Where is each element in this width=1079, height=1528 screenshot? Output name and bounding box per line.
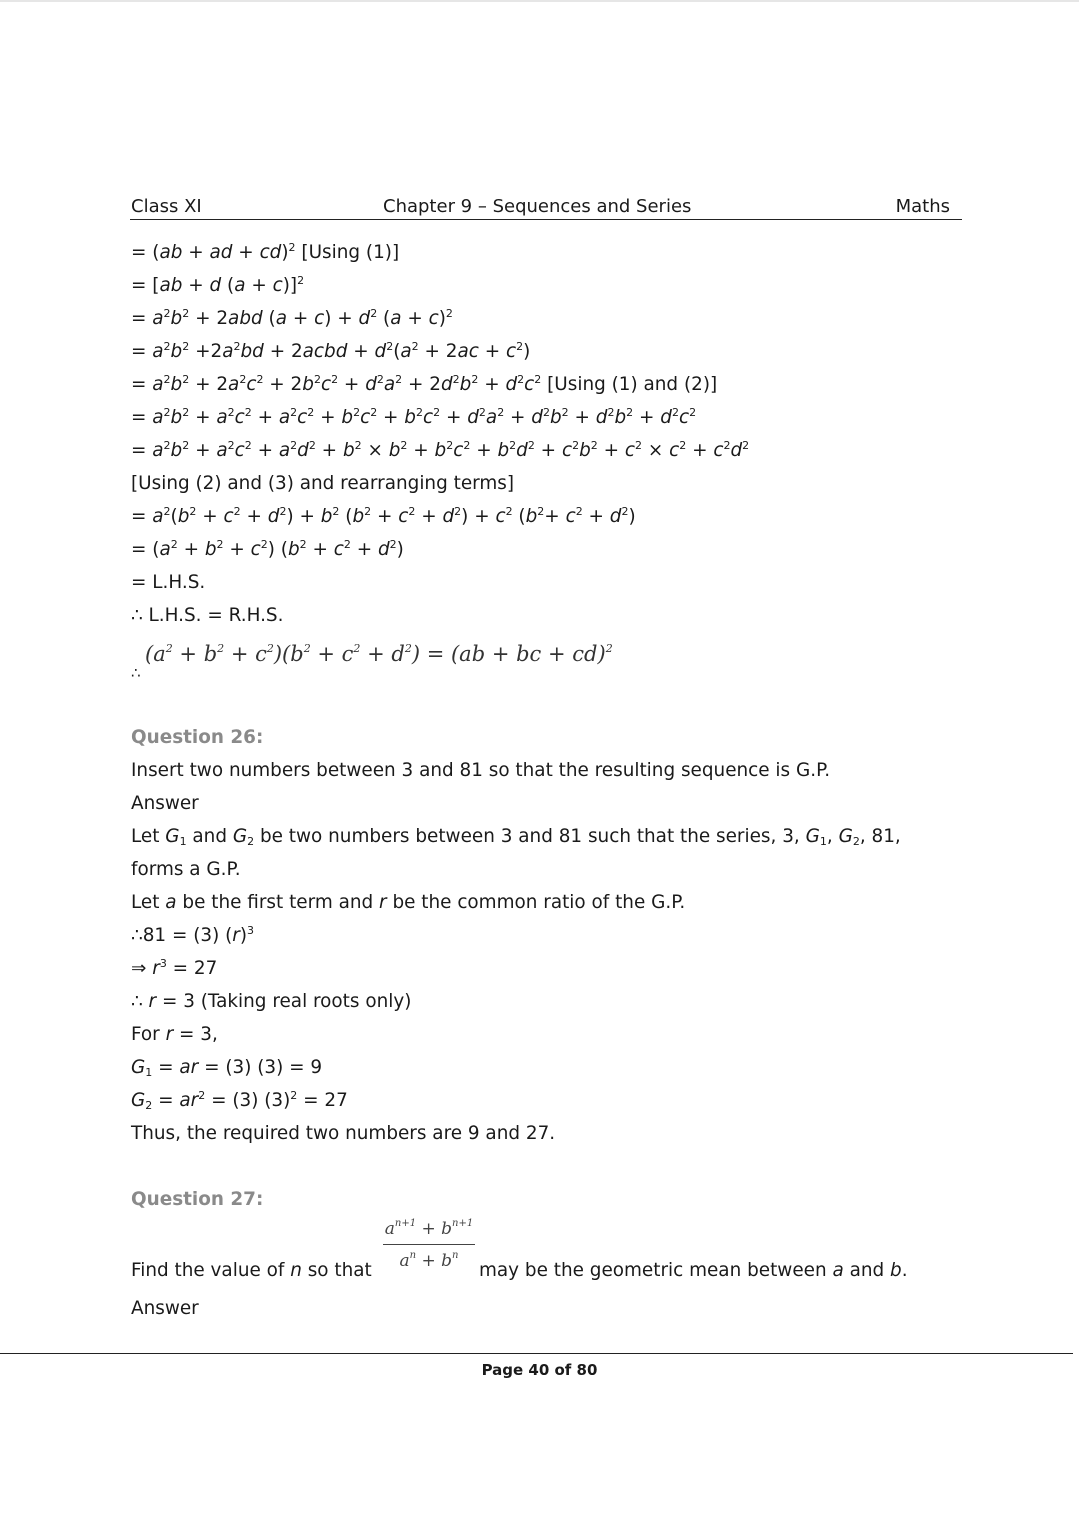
- page-header: [130, 194, 962, 220]
- answer-line: $G_2 = ar^2 = (3) (3)^2 = 27$: [131, 1089, 348, 1112]
- answer-conclusion: Thus, the required two numbers are 9 and 27.: [131, 1123, 556, 1144]
- fraction-bar: [383, 1244, 475, 1245]
- math-line: = $a^2b^2 + a^2c^2 + a^2c^2 + b^2c^2 + b^2c^2 + d^2a^2 + d^2b^2 + d^2b^2 + d^2c^2$: [131, 406, 697, 428]
- question-text: Insert two numbers between 3 and 81 so that the resulting sequence is G.P.: [131, 760, 831, 781]
- question-text: [131, 1216, 961, 1292]
- answer-line: forms a G.P.: [131, 859, 241, 880]
- fraction-denominator: $a^n + b^n$: [399, 1250, 459, 1271]
- page-content: [131, 236, 961, 1325]
- answer-line: ∴ r = 3 (Taking real roots only): [131, 991, 412, 1012]
- answer-line: For r = 3,: [131, 1024, 218, 1045]
- header-subject: Maths: [895, 196, 950, 217]
- math-line: = $a^2b^2 + a^2c^2 + a^2d^2 + b^2 \times b^2 + b^2c^2 + b^2d^2 + c^2b^2 + c^2 \times c^2 + c^2d^2$: [131, 439, 750, 461]
- header-class: Class XI: [131, 196, 202, 217]
- math-line: = [ab + d (a + c)]$^2$: [131, 274, 305, 296]
- conclusion-line: ∴ L.H.S. = R.H.S.: [131, 605, 284, 626]
- answer-label: Answer: [131, 1298, 199, 1319]
- answer-line: Let $G_1$ and $G_2$ be two numbers between 3 and 81 such that the series, 3, $G_1$, $G_2$, 81,: [131, 826, 901, 848]
- math-line: = $a^2(b^2 + c^2 + d^2) + b^2$ $(b^2 + c^2 + d^2) + c^2$ $(b^2+ c^2 + d^2)$: [131, 505, 636, 527]
- math-line: [Using (2) and (3) and rearranging terms]: [131, 473, 515, 494]
- question-suffix: may be the geometric mean between a and b.: [479, 1260, 908, 1281]
- math-line: = $(a^2 + b^2 + c^2) (b^2 + c^2 + d^2)$: [131, 538, 404, 560]
- final-identity: [131, 636, 961, 688]
- fraction-numerator: $a^{n+1} + b^{n+1}$: [384, 1218, 474, 1239]
- math-line: = $a^2b^2 +2a^2bd$ + 2acbd + $d^2(a^2 + 2ac + c^2)$: [131, 340, 531, 362]
- answer-line: ∴81 = (3) $(r)^3$: [131, 924, 255, 946]
- fraction-expression: [383, 1216, 475, 1277]
- answer-line: $G_1$ = ar = (3) (3) = 9: [131, 1057, 323, 1079]
- math-line: = L.H.S.: [131, 572, 206, 593]
- header-chapter: Chapter 9 – Sequences and Series: [383, 196, 692, 217]
- top-border: [0, 0, 1079, 2]
- answer-line: ⇒ $r^3 = 27$: [131, 957, 218, 979]
- math-line: = $a^2b^2 + 2abd$ $(a + c) + d^2$ $(a + c)^2$: [131, 307, 453, 329]
- question-title: Question 26:: [131, 727, 264, 748]
- page-number: Page 40 of 80: [481, 1361, 598, 1379]
- math-line: = $a^2b^2 + 2a^2c^2 + 2b^2c^2 + d^2a^2 + 2d^2b^2 + d^2c^2$ [Using (1) and (2)]: [131, 373, 718, 395]
- answer-line: Let a be the first term and r be the common ratio of the G.P.: [131, 892, 686, 913]
- answer-label: Answer: [131, 793, 199, 814]
- math-line: = (ab + ad + cd)$^2$ [Using (1)]: [131, 241, 400, 263]
- therefore-symbol: ∴: [131, 664, 141, 682]
- question-title: Question 27:: [131, 1189, 264, 1210]
- identity-formula: $(a^2 + b^2 + c^2)(b^2 + c^2 + d^2) = (ab$ + bc + cd)$^2$: [145, 642, 613, 666]
- footer-divider: [0, 1353, 1073, 1354]
- question-prefix: Find the value of n so that: [131, 1260, 372, 1281]
